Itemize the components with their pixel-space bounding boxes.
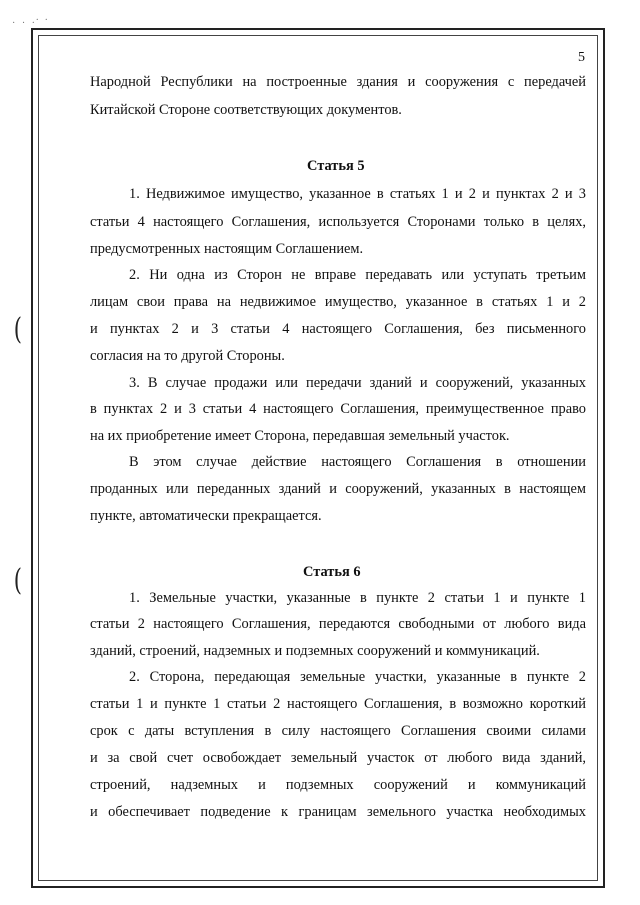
text-line: лицам свои права на недвижимое имущество, указанное в статьях 1 и 2 — [90, 294, 586, 310]
text-line: в пунктах 2 и 3 статьи 4 настоящего Соглашения, преимущественное право — [90, 401, 586, 417]
text-line: 2. Сторона, передающая земельные участки, указанные в пункте 2 — [129, 669, 586, 685]
scan-speck: . . — [36, 12, 50, 23]
text-line: пункте, автоматически прекращается. — [90, 508, 322, 524]
text-line: Китайской Стороне соответствующих документов. — [90, 102, 402, 118]
text-line: статьи 1 и пункте 1 статьи 2 настоящего Соглашения, в возможно короткий — [90, 696, 586, 712]
text-line: В этом случае действие настоящего Соглашения в отношении — [129, 454, 586, 470]
text-line: предусмотренных настоящим Соглашением. — [90, 241, 364, 257]
text-line: 2. Ни одна из Сторон не вправе передавать или уступать третьим — [129, 267, 586, 283]
text-line: 1. Земельные участки, указанные в пункте 2 статьи 1 и пункте 1 — [129, 590, 586, 606]
text-line: статьи 4 настоящего Соглашения, используется Сторонами только в целях, — [90, 214, 586, 230]
scan-speck: · · · — [12, 18, 37, 29]
article-heading: Статья 5 — [307, 158, 365, 174]
text-line: проданных или переданных зданий и сооружений, указанных в настоящем — [90, 481, 586, 497]
text-line: на их приобретение имеет Сторона, передавшая земельный участок. — [90, 428, 510, 444]
text-line: зданий, строений, надземных и подземных сооружений и коммуникаций. — [90, 643, 540, 659]
margin-punch-mark: ( — [13, 312, 22, 347]
text-line: и пунктах 2 и 3 статьи 4 настоящего Соглашения, без письменного — [90, 321, 586, 337]
text-line: срок с даты вступления в силу настоящего Соглашения своими силами — [90, 723, 586, 739]
text-line: и за свой счет освобождает земельный участок от любого вида зданий, — [90, 750, 586, 766]
text-line: строений, надземных и подземных сооружений и коммуникаций — [90, 777, 586, 793]
text-line: 1. Недвижимое имущество, указанное в статьях 1 и 2 и пунктах 2 и 3 — [129, 186, 586, 202]
text-line: и обеспечивает подведение к границам земельного участка необходимых — [90, 804, 586, 820]
text-line: статьи 2 настоящего Соглашения, передаются свободными от любого вида — [90, 616, 586, 632]
text-line: согласия на то другой Стороны. — [90, 348, 285, 364]
page-number: 5 — [578, 50, 585, 65]
text-line: Народной Республики на построенные здания и сооружения с передачей — [90, 74, 586, 90]
text-line: 3. В случае продажи или передачи зданий и сооружений, указанных — [129, 375, 586, 391]
margin-punch-mark: ( — [13, 563, 22, 598]
article-heading: Статья 6 — [303, 564, 361, 580]
